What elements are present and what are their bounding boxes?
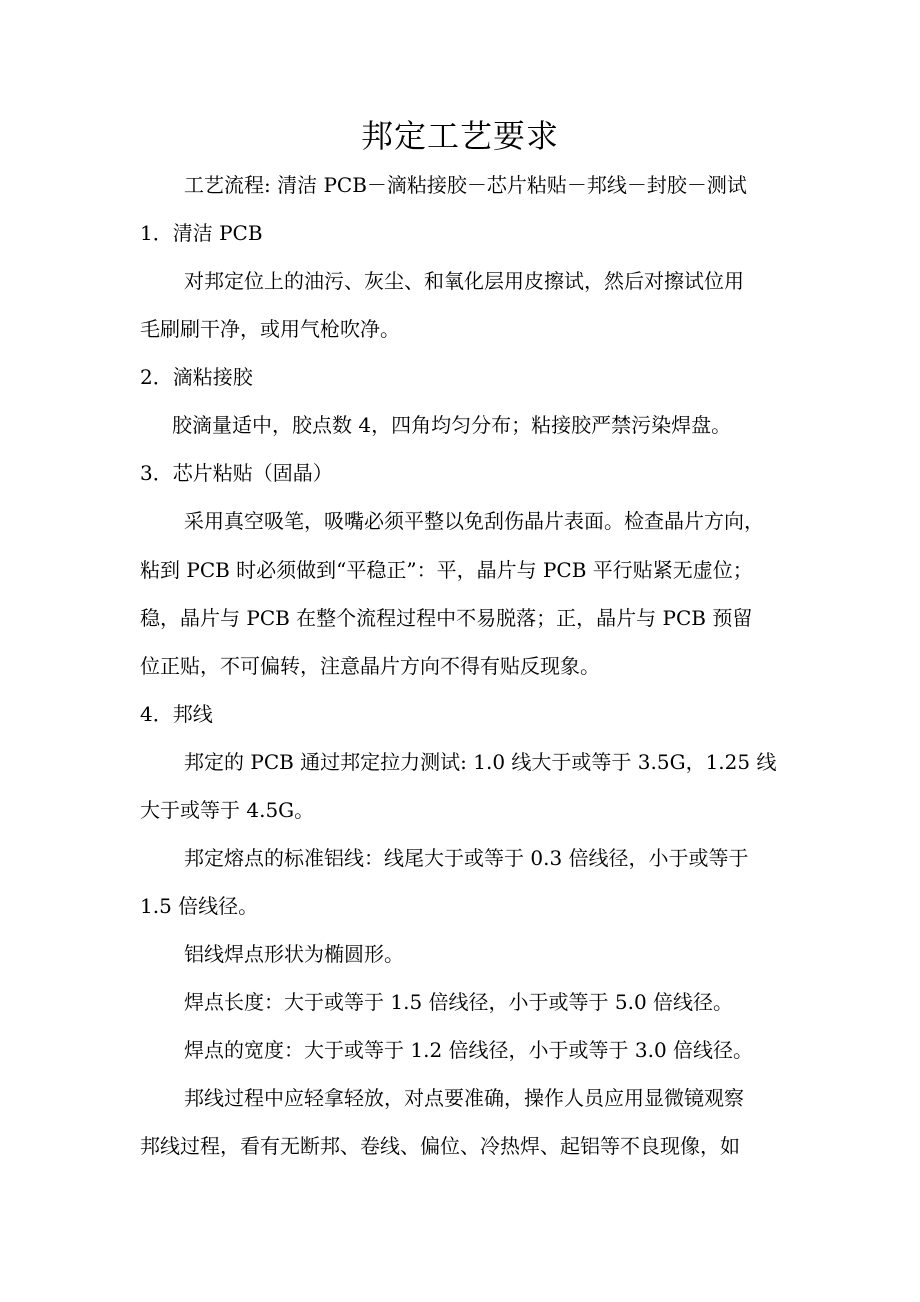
section-3-line-3: 稳，晶片与 PCB 在整个流程过程中不易脱落；正，晶片与 PCB 预留 <box>140 606 753 630</box>
section-1-line-1: 对邦定位上的油污、灰尘、和氧化层用皮擦试，然后对擦试位用 <box>184 269 744 293</box>
process-flow: 工艺流程: 清洁 PCB－滴粘接胶－芯片粘贴－邦线－封胶－测试 <box>184 173 747 197</box>
section-heading-1: 1．清洁 PCB <box>140 221 263 245</box>
section-heading-3: 3．芯片粘贴（固晶） <box>140 461 333 485</box>
section-4-line-9: 邦线过程，看有无断邦、卷线、偏位、冷热焊、起铝等不良现像，如 <box>140 1134 740 1158</box>
section-3-line-1: 采用真空吸笔，吸嘴必须平整以免刮伤晶片表面。检查晶片方向， <box>184 509 764 533</box>
section-1-line-2: 毛刷刷干净，或用气枪吹净。 <box>140 317 400 341</box>
page-title: 邦定工艺要求 <box>360 117 559 155</box>
section-4-line-3: 邦定熔点的标准铝线：线尾大于或等于 0.3 倍线径，小于或等于 <box>184 846 749 870</box>
section-4-line-5: 铝线焊点形状为椭圆形。 <box>184 942 404 966</box>
section-heading-2: 2．滴粘接胶 <box>140 365 253 389</box>
section-3-line-2: 粘到 PCB 时必须做到“平稳正”：平，晶片与 PCB 平行贴紧无虚位； <box>140 558 753 582</box>
section-heading-4: 4．邦线 <box>140 702 213 726</box>
section-2-line-1: 胶滴量适中，胶点数 4，四角均匀分布；粘接胶严禁污染焊盘。 <box>172 413 732 437</box>
section-4-line-1: 邦定的 PCB 通过邦定拉力测试: 1.0 线大于或等于 3.5G，1.25 线 <box>184 750 777 774</box>
section-4-line-8: 邦线过程中应轻拿轻放，对点要准确，操作人员应用显微镜观察 <box>184 1086 744 1110</box>
section-3-line-4: 位正贴，不可偏转，注意晶片方向不得有贴反现象。 <box>140 654 600 678</box>
section-4-line-6: 焊点长度：大于或等于 1.5 倍线径，小于或等于 5.0 倍线径。 <box>184 990 734 1014</box>
section-4-line-2: 大于或等于 4.5G。 <box>140 798 315 822</box>
section-4-line-7: 焊点的宽度：大于或等于 1.2 倍线径，小于或等于 3.0 倍线径。 <box>184 1038 754 1062</box>
section-4-line-4: 1.5 倍线径。 <box>140 894 259 918</box>
